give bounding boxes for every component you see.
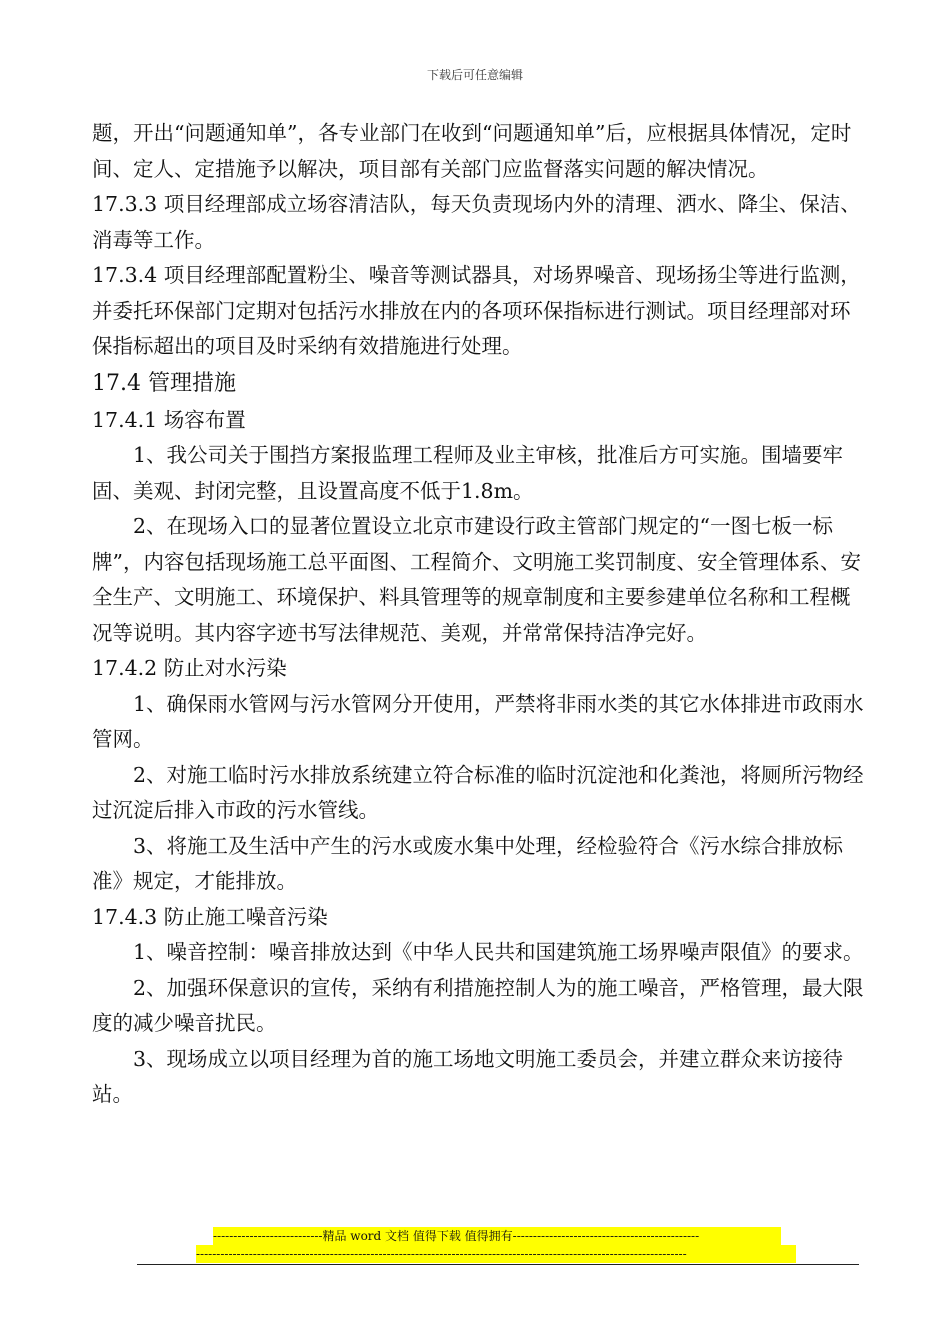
footer-watermark-line: ---------------------------精品 word 文档 值得下载 值得拥有----------------------------------------------	[213, 1227, 781, 1245]
document-body	[92, 116, 864, 1113]
list-item-noise-2: 2、加强环保意识的宣传，采纳有利措施控制人为的施工噪音，严格管理，最大限度的减少噪音扰民。	[92, 975, 864, 1035]
paragraph-17-3-3: 17.3.3 项目经理部成立场容清洁队，每天负责现场内外的清理、洒水、降尘、保洁、消毒等工作。	[92, 192, 861, 252]
subsection-heading-17-4-1: 17.4.1 场容布置	[92, 407, 246, 432]
list-item-noise-1: 1、噪音控制：噪音排放达到《中华人民共和国建筑施工场界噪声限值》的要求。	[133, 940, 864, 964]
list-item-site-1: 1、我公司关于围挡方案报监理工程师及业主审核，批准后方可实施。围墙要牢固、美观、封闭完整，且设置高度不低于1.8m。	[92, 443, 844, 503]
paragraph-17-3-4: 17.3.4 项目经理部配置粉尘、噪音等测试器具，对场界噪音、现场扬尘等进行监测，并委托环保部门定期对包括污水排放在内的各项环保指标进行测试。项目经理部对环保指标超出的项目及时采纳有效措施进行处理。	[92, 263, 861, 358]
subsection-heading-17-4-3: 17.4.3 防止施工噪音污染	[92, 904, 328, 929]
list-item-water-2: 2、对施工临时污水排放系统建立符合标准的临时沉淀池和化粪池，将厕所污物经过沉淀后排入市政的污水管线。	[92, 762, 864, 822]
list-item-water-1: 1、确保雨水管网与污水管网分开使用，严禁将非雨水类的其它水体排进市政雨水管网。	[92, 691, 864, 751]
subsection-heading-17-4-2: 17.4.2 防止对水污染	[92, 656, 287, 680]
section-heading-17-4: 17.4 管理措施	[92, 370, 236, 396]
list-item-site-2: 2、在现场入口的显著位置设立北京市建设行政主管部门规定的“一图七板一标牌”，内容包括现场施工总平面图、工程简介、文明施工奖罚制度、安全管理体系、安全生产、文明施工、环境保护、料具管理等的规章制度和主要参建单位名称和工程概况等说明。其内容字迹书写法律规范、美观，并常常保持洁净完好。	[92, 514, 861, 645]
page-header: 下载后可任意编辑	[426, 68, 523, 82]
list-item-water-3: 3、将施工及生活中产生的污水或废水集中处理，经检验符合《污水综合排放标准》规定，才能排放。	[92, 833, 844, 893]
footer-dash-line: -------------------------------------------------------------------------------------------------------------------------	[196, 1245, 796, 1263]
list-item-noise-3: 3、现场成立以项目经理为首的施工场地文明施工委员会，并建立群众来访接待站。	[92, 1046, 844, 1106]
footer-rule	[137, 1264, 859, 1265]
paragraph-continuation: 题，开出“问题通知单”，各专业部门在收到“问题通知单”后，应根据具体情况，定时间、定人、定措施予以解决，项目部有关部门应监督落实问题的解决情况。	[92, 121, 852, 181]
